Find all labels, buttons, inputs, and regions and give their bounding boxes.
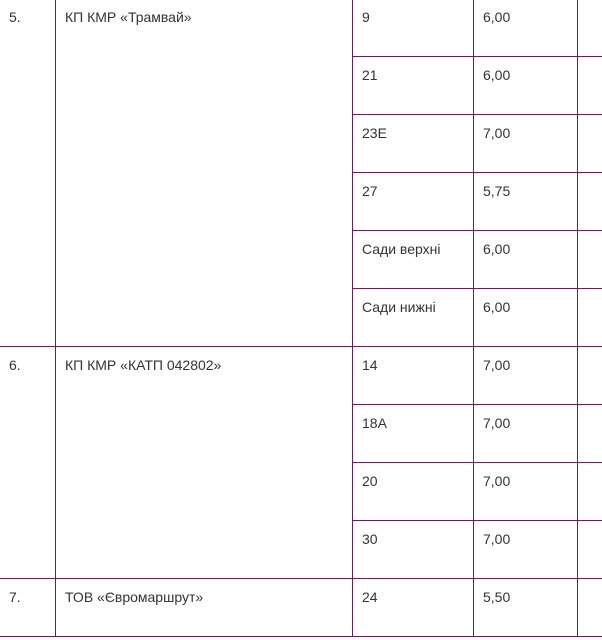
organization-cell: ТОВ «Євромаршрут»	[56, 579, 353, 637]
route-cell: 14	[353, 347, 474, 405]
row-number-cell: 7.	[0, 579, 56, 637]
price-cell: 7,00	[474, 463, 578, 521]
organization-cell: КП КМР «КАТП 042802»	[56, 347, 353, 579]
empty-cell	[578, 57, 602, 115]
route-cell: 23Е	[353, 115, 474, 173]
empty-cell	[578, 115, 602, 173]
route-cell: 21	[353, 57, 474, 115]
empty-cell	[578, 463, 602, 521]
empty-cell	[578, 347, 602, 405]
empty-cell	[578, 289, 602, 347]
price-cell: 6,00	[474, 231, 578, 289]
empty-cell	[578, 0, 602, 57]
route-cell: 27	[353, 173, 474, 231]
route-cell: 9	[353, 0, 474, 57]
table-row	[0, 579, 602, 637]
row-number-cell: 5.	[0, 0, 56, 347]
empty-cell	[578, 173, 602, 231]
table-row	[0, 347, 602, 405]
organization-cell: КП КМР «Трамвай»	[56, 0, 353, 347]
empty-cell	[578, 579, 602, 637]
empty-cell	[578, 521, 602, 579]
price-cell: 5,50	[474, 579, 578, 637]
row-number-cell: 6.	[0, 347, 56, 579]
route-cell: 18А	[353, 405, 474, 463]
route-cell: 30	[353, 521, 474, 579]
price-cell: 5,75	[474, 173, 578, 231]
price-cell: 7,00	[474, 521, 578, 579]
route-cell: 24	[353, 579, 474, 637]
route-cell: Сади нижні	[353, 289, 474, 347]
price-cell: 7,00	[474, 347, 578, 405]
price-cell: 6,00	[474, 0, 578, 57]
route-cell: 20	[353, 463, 474, 521]
empty-cell	[578, 231, 602, 289]
route-cell: Сади верхні	[353, 231, 474, 289]
table-row	[0, 0, 602, 57]
price-cell: 7,00	[474, 405, 578, 463]
price-cell: 6,00	[474, 57, 578, 115]
price-cell: 6,00	[474, 289, 578, 347]
price-cell: 7,00	[474, 115, 578, 173]
empty-cell	[578, 405, 602, 463]
